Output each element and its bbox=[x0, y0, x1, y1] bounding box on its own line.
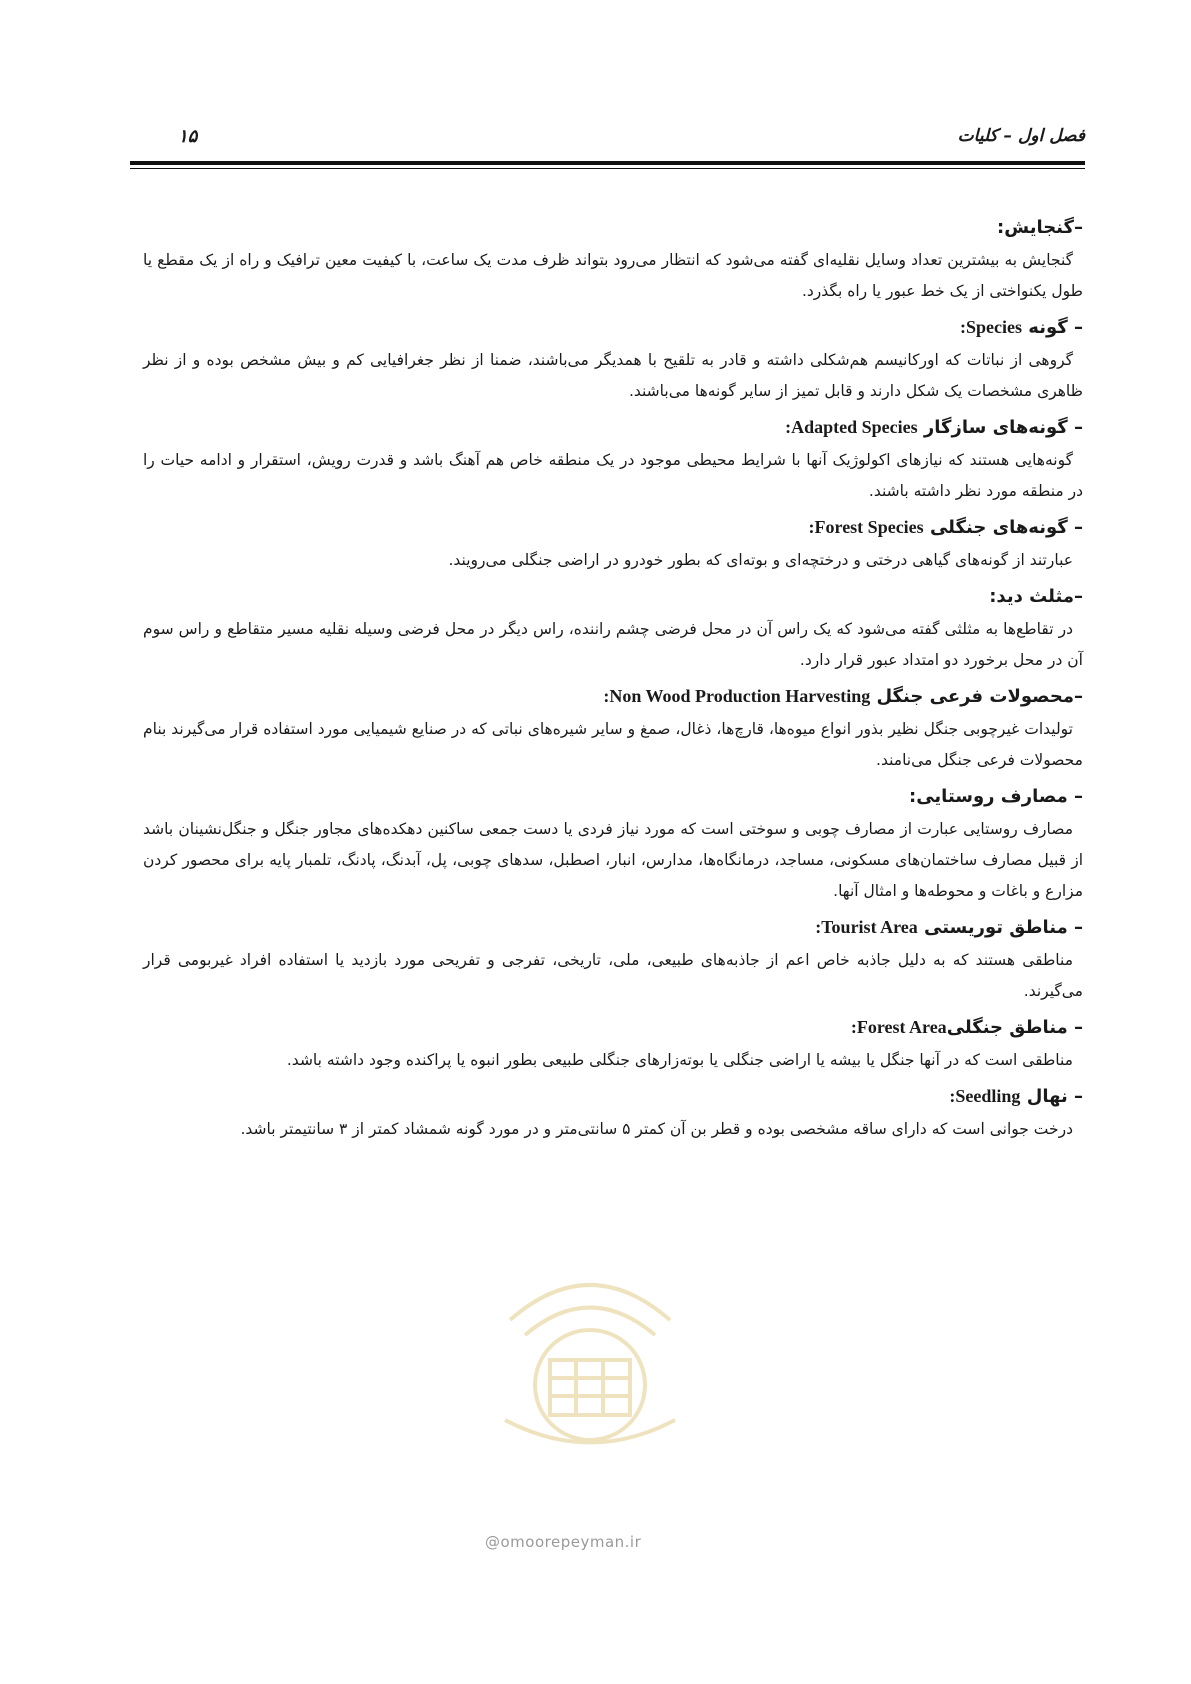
entry-definition: مناطقی هستند که به دلیل جاذبه خاص اعم از جاذبه‌های طبیعی، ملی، تاریخی، تفرجی و تفریحی مورد بازدید یا استفاده افراد غیربومی قرار می‌گیرند. bbox=[143, 951, 1083, 1000]
entry-term bbox=[143, 510, 1083, 545]
watermark-url: @omoorepeyman.ir bbox=[485, 1533, 642, 1551]
entry bbox=[143, 410, 1083, 507]
entry-definition: گروهی از نباتات که اورکانیسم هم‌شکلی داشته و قادر به تلقیح با همدیگر می‌باشند، ضمنا از نظر جغرافیایی کم و بیش مشخص بوده و از نظر ظاهری مشخصات یک شکل دارند و قابل تمیز از سایر گونه‌ها می‌باشند. bbox=[143, 351, 1083, 400]
entry bbox=[143, 1010, 1083, 1076]
entry bbox=[143, 510, 1083, 576]
term-persian: – مناطق توریستی bbox=[917, 917, 1083, 938]
entry-term bbox=[143, 910, 1083, 945]
term-persian: –مثلث دید: bbox=[989, 586, 1083, 607]
term-persian: – گونه‌های جنگلی bbox=[923, 517, 1083, 538]
entry-definition: مصارف روستایی عبارت از مصارف چوبی و سوختی است که مورد نیاز فردی یا دست جمعی ساکنین دهکده‌های مجاور جنگل و جنگل‌نشینان باشد از قبیل مصارف ساختمان‌های مسکونی، مساجد، درمانگاه‌ها، مدارس، انبار، اصطبل، سدهای چوبی، پل، آبدنگ، پادنگ، تلمبار پایه برای محصور کردن مزارع و باغات و محوطه‌ها و امثال آنها. bbox=[143, 820, 1083, 900]
term-persian: –گنجایش: bbox=[997, 217, 1083, 238]
entry-definition: مناطقی است که در آنها جنگل یا بیشه یا اراضی جنگلی یا بوته‌زارهای جنگلی طبیعی بطور انبوه یا پراکنده وجود داشته باشد. bbox=[286, 1051, 1073, 1069]
watermark-emblem bbox=[505, 1285, 675, 1443]
term-persian: – گونه‌های سازگار bbox=[917, 417, 1083, 438]
page-header bbox=[130, 126, 1085, 156]
entry-term bbox=[143, 210, 1083, 245]
term-persian: –محصولات فرعی جنگل bbox=[870, 686, 1083, 707]
entry bbox=[143, 910, 1083, 1007]
watermark-logo bbox=[470, 1260, 710, 1460]
entry bbox=[143, 679, 1083, 776]
glossary-content bbox=[143, 210, 1083, 1148]
entry-definition: درخت جوانی است که دارای ساقه مشخصی بوده و قطر بن آن کمتر ۵ سانتی‌متر و در مورد گونه شمشاد کمتر از ۳ سانتیمتر باشد. bbox=[240, 1120, 1073, 1138]
entry-definition: عبارتند از گونه‌های گیاهی درختی و درختچه‌ای و بوته‌ای که بطور خودرو در اراضی جنگلی می‌رویند. bbox=[448, 551, 1073, 569]
entry-definition: گنجایش به بیشترین تعداد وسایل نقلیه‌ای گفته می‌شود که انتظار می‌رود بتواند ظرف مدت یک ساعت، با کیفیت معین ترافیک و راه از یک مقطع یا طول یکنواختی از یک خط عبور یا راه بگذرد. bbox=[143, 251, 1083, 300]
entry-definition: در تقاطع‌ها به مثلثی گفته می‌شود که یک راس آن در محل فرضی چشم راننده، راس دیگر در محل فرضی وسیله نقلیه مسیر متقاطع و راس سوم آن در محل برخورد دو امتداد عبور قرار دارد. bbox=[143, 620, 1083, 669]
entry-term bbox=[143, 679, 1083, 714]
entry bbox=[143, 210, 1083, 307]
entry-term bbox=[143, 1079, 1083, 1114]
entry-term bbox=[143, 1010, 1083, 1045]
term-latin: Seedling: bbox=[949, 1086, 1021, 1106]
term-persian: – نهال bbox=[1020, 1086, 1083, 1107]
term-persian: – مصارف روستایی: bbox=[909, 786, 1083, 807]
entry-definition: تولیدات غیرچوبی جنگل نظیر بذور انواع میوه‌ها، قارچ‌ها، ذغال، صمغ و سایر شیره‌های نباتی که در صنایع شیمیایی مورد استفاده قرار می‌گیرند بنام محصولات فرعی جنگل می‌نامند. bbox=[143, 720, 1083, 769]
entry bbox=[143, 1079, 1083, 1145]
term-latin: Tourist Area: bbox=[815, 917, 918, 937]
term-latin: Non Wood Production Harvesting: bbox=[603, 686, 871, 706]
entry bbox=[143, 310, 1083, 407]
page-number: ۱۵ bbox=[178, 126, 198, 147]
term-persian: – گونه bbox=[1022, 317, 1083, 338]
entry bbox=[143, 779, 1083, 907]
term-latin: Forest Species: bbox=[808, 517, 924, 537]
entry-term bbox=[143, 579, 1083, 614]
entry bbox=[143, 579, 1083, 676]
term-latin: Adapted Species: bbox=[785, 417, 918, 437]
entry-term bbox=[143, 310, 1083, 345]
term-persian: – مناطق جنگلی bbox=[946, 1017, 1083, 1038]
term-latin: Forest Area: bbox=[850, 1017, 947, 1037]
entry-definition: گونه‌هایی هستند که نیازهای اکولوژیک آنها با شرایط محیطی موجود در یک منطقه خاص هم آهنگ باشد و قدرت رویش، استقرار و ادامه حیات را در منطقه مورد نظر داشته باشند. bbox=[143, 451, 1083, 500]
entry-term bbox=[143, 779, 1083, 814]
term-latin: Species: bbox=[960, 317, 1023, 337]
chapter-title: فصل اول – کلیات bbox=[957, 126, 1085, 146]
header-rule-thin bbox=[130, 168, 1085, 169]
entry-term bbox=[143, 410, 1083, 445]
header-rule-thick bbox=[130, 161, 1085, 165]
